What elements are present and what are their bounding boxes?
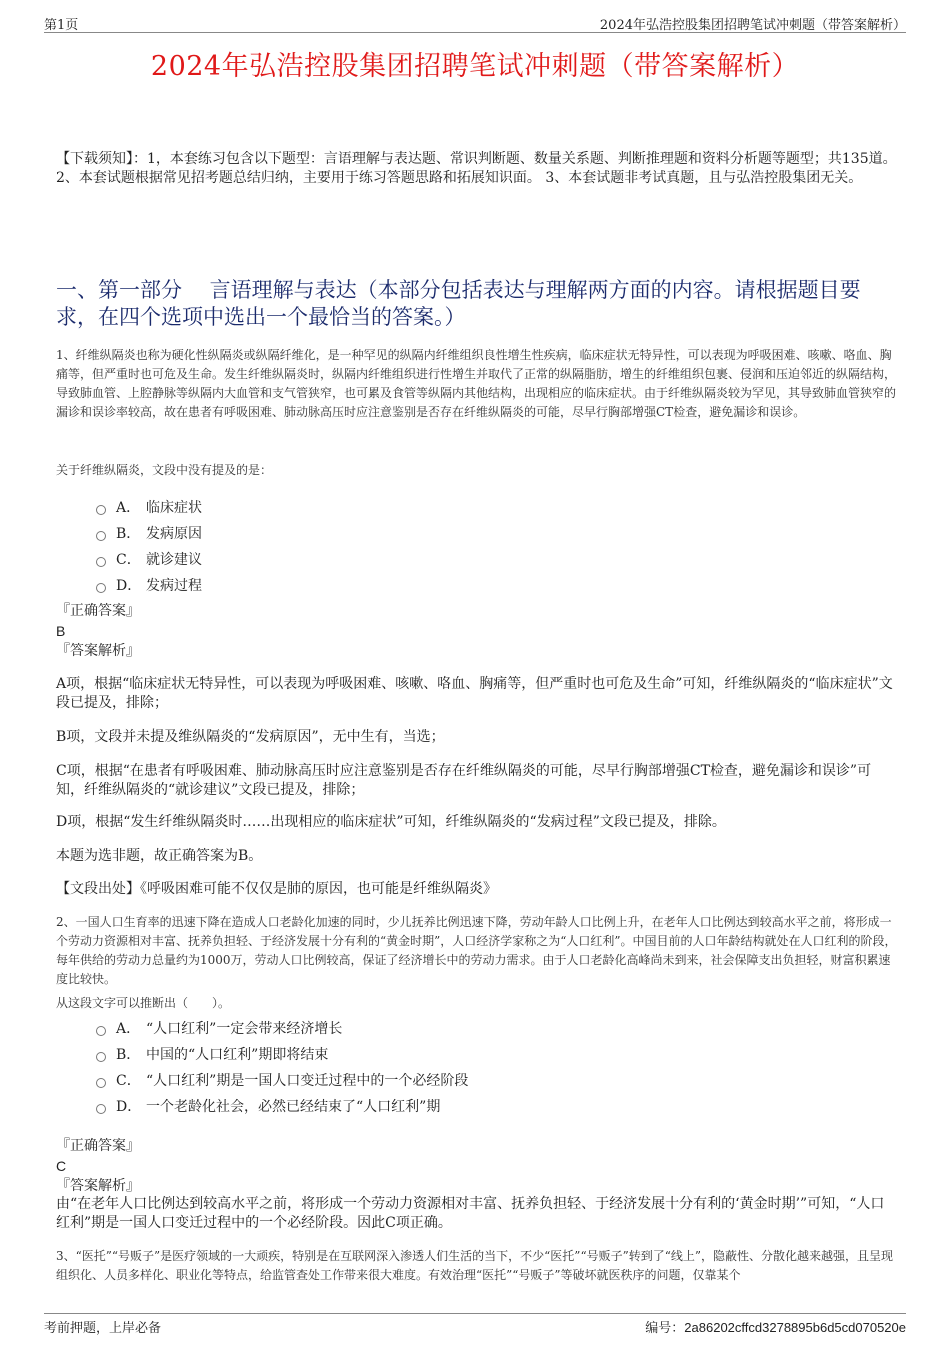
radio-icon[interactable] bbox=[96, 1104, 106, 1114]
q2-option-a[interactable] bbox=[96, 1018, 342, 1038]
option-letter: A． bbox=[116, 500, 141, 516]
radio-icon[interactable] bbox=[96, 505, 106, 515]
q2-answer: C bbox=[56, 1158, 67, 1174]
q2-option-b[interactable] bbox=[96, 1044, 328, 1064]
q1-option-c[interactable] bbox=[96, 549, 202, 569]
radio-icon[interactable] bbox=[96, 1026, 106, 1036]
q3-stem: 3、“医托”“号贩子”是医疗领域的一大顽疾，特别是在互联网深入渗透人们生活的当下，不少“医托”“号贩子”转到了“线上”，隐蔽性、分散化越来越强，且呈现组织化、人员多样化、职业化等特点，给监管查处工作带来很大难度。有效治理“医托”“号贩子”等破坏就医秩序的问题，仅靠某个 bbox=[56, 1249, 893, 1282]
q1-option-b[interactable] bbox=[96, 523, 202, 543]
radio-icon[interactable] bbox=[96, 1078, 106, 1088]
option-letter: C． bbox=[116, 552, 141, 568]
option-text: “人口红利”一定会带来经济增长 bbox=[146, 1021, 343, 1037]
q1-analysis-c: C项，根据“在患者有呼吸困难、肺动脉高压时应注意鉴别是否存在纤维纵隔炎的可能，尽早行胸部增强CT检查，避免漏诊和误诊”可知，纤维纵隔炎的“就诊建议”文段已提及，排除； bbox=[56, 763, 872, 798]
download-notice: 【下载须知】：1，本套练习包含以下题型：言语理解与表达题、常识判断题、数量关系题、判断推理题和资料分析题等题型；共135道。 2、本套试题根据常见招考题总结归纳，主要用于练习答题思路和拓展知识面。 3、本套试题非考试真题，且与弘浩控股集团无关。 bbox=[56, 151, 897, 186]
radio-icon[interactable] bbox=[96, 531, 106, 541]
q1-answer-label: 『正确答案』 bbox=[56, 603, 140, 619]
page-header bbox=[44, 14, 906, 33]
q2-question: 从这段文字可以推断出（ ）。 bbox=[56, 996, 231, 1010]
option-text: 中国的“人口红利”期即将结束 bbox=[146, 1047, 329, 1063]
option-letter: C． bbox=[116, 1073, 141, 1089]
q1-analysis-a: A项，根据“临床症状无特异性，可以表现为呼吸困难、咳嗽、咯血、胸痛等，但严重时也可危及生命”可知，纤维纵隔炎的“临床症状”文段已提及，排除； bbox=[56, 676, 893, 711]
page-number: 第1页 bbox=[44, 18, 79, 33]
q1-source: 【文段出处】《呼吸困难可能不仅仅是肺的原因，也可能是纤维纵隔炎》 bbox=[56, 881, 497, 897]
q2-option-d[interactable] bbox=[96, 1096, 440, 1116]
radio-icon[interactable] bbox=[96, 583, 106, 593]
q1-option-a[interactable] bbox=[96, 497, 202, 517]
q1-option-d[interactable] bbox=[96, 575, 202, 595]
option-letter: B． bbox=[116, 1047, 141, 1063]
q1-analysis-label: 『答案解析』 bbox=[56, 643, 140, 659]
q1-stem: 1、纤维纵隔炎也称为硬化性纵隔炎或纵隔纤维化，是一种罕见的纵隔内纤维组织良性增生性疾病，临床症状无特异性，可以表现为呼吸困难、咳嗽、咯血、胸痛等，但严重时也可危及生命。发生纤维纵隔炎时，纵隔内纤维组织进行性增生并取代了正常的纵隔脂肪，增生的纤维组织包裹、侵润和压迫邻近的纵隔结构，导致肺血管、上腔静脉等纵隔内大血管和支气管狭窄，也可累及食管等纵隔内其他结构，出现相应的临床症状。由于纤维纵隔炎较为罕见，其导致肺血管狭窄的漏诊和误诊率较高，故在患者有呼吸困难、肺动脉高压时应注意鉴别是否存在纤维纵隔炎的可能，尽早行胸部增强CT检查，避免漏诊和误诊。 bbox=[56, 348, 897, 419]
section-title: 一、第一部分 言语理解与表达（本部分包括表达与理解两方面的内容。请根据题目要求，在四个选项中选出一个最恰当的答案。） bbox=[56, 278, 861, 329]
option-letter: D． bbox=[116, 1099, 142, 1115]
option-letter: B． bbox=[116, 526, 141, 542]
header-doc-title: 2024年弘浩控股集团招聘笔试冲刺题（带答案解析） bbox=[599, 18, 906, 33]
q2-analysis: 由“在老年人口比例达到较高水平之前，将形成一个劳动力资源相对丰富、抚养负担轻、于经济发展十分有利的‘黄金时期’”可知，“人口红利”期是一国人口变迁过程中的一个必经阶段。因此C项正确。 bbox=[56, 1196, 885, 1231]
footer-doc-id: 编号：2a86202cffcd3278895b6d5cd070520e bbox=[645, 1320, 906, 1335]
footer-slogan: 考前押题，上岸必备 bbox=[44, 1321, 162, 1336]
q1-analysis-b: B项，文段并未提及维纵隔炎的“发病原因”，无中生有，当选； bbox=[56, 729, 445, 745]
option-text: 一个老龄化社会，必然已经结束了“人口红利”期 bbox=[146, 1099, 441, 1115]
radio-icon[interactable] bbox=[96, 557, 106, 567]
option-text: 就诊建议 bbox=[146, 552, 202, 568]
q1-analysis-d: D项，根据“发生纤维纵隔炎时……出现相应的临床症状”可知，纤维纵隔炎的“发病过程”文段已提及，排除。 bbox=[56, 814, 726, 830]
option-text: 发病原因 bbox=[146, 526, 202, 542]
option-text: 发病过程 bbox=[146, 578, 202, 594]
q1-answer: B bbox=[56, 623, 66, 639]
q2-answer-label: 『正确答案』 bbox=[56, 1138, 140, 1154]
page-title: 2024年弘浩控股集团招聘笔试冲刺题（带答案解析） bbox=[150, 51, 800, 82]
page-footer bbox=[44, 1313, 906, 1334]
q2-analysis-label: 『答案解析』 bbox=[56, 1178, 140, 1194]
option-letter: A． bbox=[116, 1021, 141, 1037]
q2-option-c[interactable] bbox=[96, 1070, 468, 1090]
q1-conclusion: 本题为选非题，故正确答案为B。 bbox=[56, 848, 263, 864]
option-letter: D． bbox=[116, 578, 142, 594]
radio-icon[interactable] bbox=[96, 1052, 106, 1062]
option-text: “人口红利”期是一国人口变迁过程中的一个必经阶段 bbox=[146, 1073, 469, 1089]
q2-stem: 2、一国人口生育率的迅速下降在造成人口老龄化加速的同时，少儿抚养比例迅速下降，劳动年龄人口比例上升，在老年人口比例达到较高水平之前，将形成一个劳动力资源相对丰富、抚养负担轻、于经济发展十分有利的“黄金时期”，人口经济学家称之为“人口红利”。中国目前的人口年龄结构就处在人口红利的阶段，每年供给的劳动力总量约为1000万，劳动人口比例较高，保证了经济增长中的劳动力需求。由于人口老龄化高峰尚未到来，社会保障支出负担轻，财富积累速度比较快。 bbox=[56, 915, 897, 986]
option-text: 临床症状 bbox=[146, 500, 202, 516]
q1-question: 关于纤维纵隔炎，文段中没有提及的是： bbox=[56, 463, 273, 477]
